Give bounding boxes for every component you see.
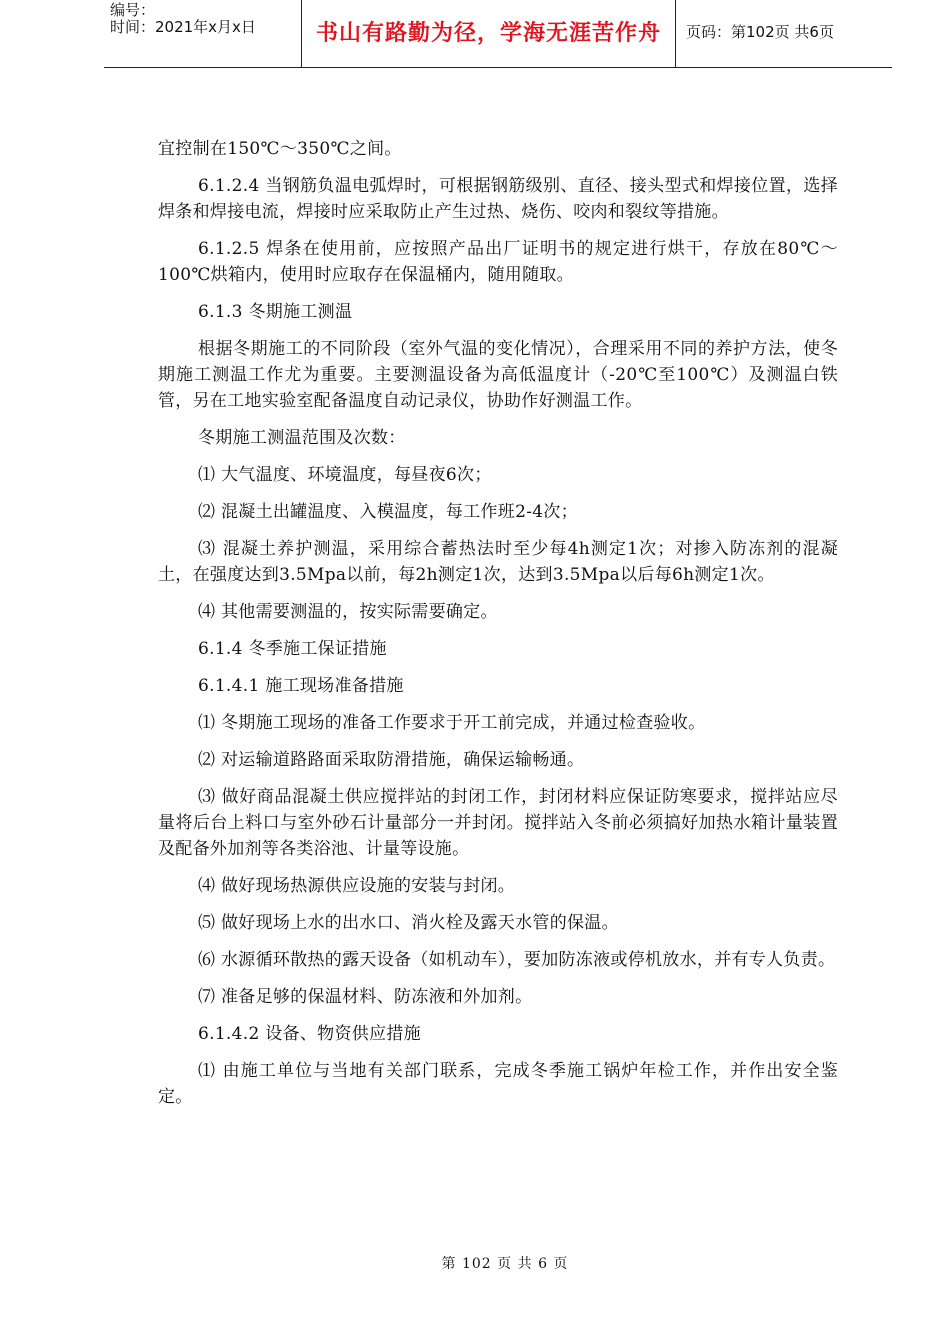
body-paragraph: 6.1.4.2 设备、物资供应措施 xyxy=(198,1024,421,1044)
body-paragraph: 6.1.2.4 当钢筋负温电弧焊时，可根据钢筋级别、直径、接头型式和焊接位置，选择焊条和焊接电流，焊接时应采取防止产生过热、烧伤、咬肉和裂纹等措施。 xyxy=(158,176,838,222)
body-paragraph: 6.1.4.1 施工现场准备措施 xyxy=(198,676,404,696)
document-time-label: 时间：2021年x月x日 xyxy=(110,18,256,36)
body-paragraph: ⑴ 大气温度、环境温度，每昼夜6次； xyxy=(198,465,492,485)
body-paragraph: 宜控制在150℃～350℃之间。 xyxy=(158,139,402,159)
document-body xyxy=(158,136,838,1121)
body-paragraph: ⑶ 混凝土养护测温，采用综合蓄热法时至少每4h测定1次；对掺入防冻剂的混凝土，在强度达到3.5Mpa以前，每2h测定1次，达到3.5Mpa以后每6h测定1次。 xyxy=(158,539,838,585)
page-footer: 第 102 页 共 6 页 xyxy=(441,1256,569,1272)
body-paragraph: ⑵ 混凝土出罐温度、入模温度，每工作班2-4次； xyxy=(198,502,578,522)
body-paragraph: 6.1.3 冬期施工测温 xyxy=(198,302,353,322)
body-paragraph: 6.1.4 冬季施工保证措施 xyxy=(198,639,387,659)
body-paragraph: ⑵ 对运输道路路面采取防滑措施，确保运输畅通。 xyxy=(198,750,585,770)
header-motto: 书山有路勤为径，学海无涯苦作舟 xyxy=(302,0,676,67)
body-paragraph: ⑷ 其他需要测温的，按实际需要确定。 xyxy=(198,602,498,622)
header-meta xyxy=(104,0,302,67)
body-paragraph: ⑴ 冬期施工现场的准备工作要求于开工前完成，并通过检查验收。 xyxy=(198,713,706,733)
body-paragraph: ⑷ 做好现场热源供应设施的安装与封闭。 xyxy=(198,876,516,896)
page-header xyxy=(104,0,892,68)
body-paragraph: ⑸ 做好现场上水的出水口、消火栓及露天水管的保温。 xyxy=(198,913,619,933)
body-paragraph: 根据冬期施工的不同阶段（室外气温的变化情况），合理采用不同的养护方法，使冬期施工测温工作尤为重要。主要测温设备为高低温度计（-20℃至100℃）及测温白铁管，另在工地实验室配备温度自动记录仪，协助作好测温工作。 xyxy=(158,339,838,411)
body-paragraph: ⑺ 准备足够的保温材料、防冻液和外加剂。 xyxy=(198,987,533,1007)
body-paragraph: ⑶ 做好商品混凝土供应搅拌站的封闭工作，封闭材料应保证防寒要求，搅拌站应尽量将后台上料口与室外砂石计量部分一并封闭。搅拌站入冬前必须搞好加热水箱计量装置及配备外加剂等各类浴池、计量等设施。 xyxy=(158,787,838,859)
document-number-label: 编号： xyxy=(110,1,156,19)
body-paragraph: ⑴ 由施工单位与当地有关部门联系，完成冬季施工锅炉年检工作，并作出安全鉴定。 xyxy=(158,1061,838,1107)
body-paragraph: 6.1.2.5 焊条在使用前，应按照产品出厂证明书的规定进行烘干，存放在80℃～100℃烘箱内，使用时应取存在保温桶内，随用随取。 xyxy=(158,239,838,285)
header-page-info: 页码：第102页 共6页 xyxy=(686,23,834,41)
body-paragraph: 冬期施工测温范围及次数： xyxy=(198,428,406,448)
body-paragraph: ⑹ 水源循环散热的露天设备（如机动车），要加防冻液或停机放水，并有专人负责。 xyxy=(198,950,836,970)
